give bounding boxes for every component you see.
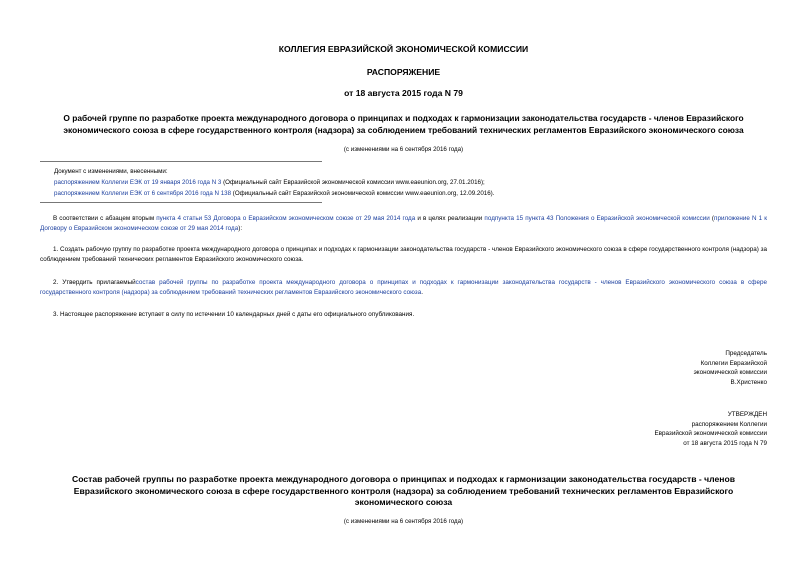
preamble-paragraph xyxy=(40,214,767,233)
amendment-note-2: (с изменениями на 6 сентября 2016 года) xyxy=(343,518,464,525)
signature-block xyxy=(694,349,767,387)
doc-type: РАСПОРЯЖЕНИЕ xyxy=(366,67,441,77)
preamble-text-2: и в целях реализации xyxy=(415,215,485,222)
signature-line-2: Коллегии Евразийской xyxy=(700,359,767,367)
changes-block xyxy=(54,166,754,199)
paragraph-2-link[interactable]: состав рабочей группы по разработке проекта международного договора о принципах и подходах к гармонизации законодательства государств - членов Евразийского экономического союза в сфере государственного контроля (надзора) за соблюдением требований технических регламентов Евразийского экономического союза xyxy=(40,279,767,296)
changes-intro: Документ с изменениями, внесенными: xyxy=(54,168,168,175)
paragraph-2-end: . xyxy=(421,288,423,296)
divider-top xyxy=(40,161,322,162)
change-text-1: (Официальный сайт Евразийской экономической комиссии www.eaeunion.org, 27.01.2016); xyxy=(221,179,485,186)
signature-line-3: экономической комиссии xyxy=(693,369,767,377)
approval-line-3: Евразийской экономической комиссии xyxy=(654,430,767,438)
preamble-text-4: ): xyxy=(238,224,243,232)
preamble-link-3[interactable]: приложение N 1 к Договору о Евразийском экономическом союзе от 29 мая 2014 года xyxy=(40,215,767,232)
changes-item-2 xyxy=(54,188,754,199)
composition-title: Состав рабочей группы по разработке проекта международного договора о принципах и подходах к гармонизации законодательства государств - членов Евразийского экономического союза в сфере государственного контроля (надзора) за соблюдением требований технических регламентов Евразийского экономического союза xyxy=(72,474,735,507)
preamble-link-2[interactable]: подпункта 15 пункта 43 Положения о Евразийской экономической комиссии xyxy=(484,215,710,222)
doc-subject: О рабочей группе по разработке проекта международного договора о принципах и подходах к гармонизации законодательства государств - членов Евразийского экономического союза в сфере государственного контроля (надзора) за соблюдением требований технических регламентов Евразийского экономического союза xyxy=(63,113,744,135)
change-link-2[interactable]: распоряжением Коллегии ЕЭК от 6 сентября 2016 года N 138 xyxy=(54,190,232,197)
paragraph-2 xyxy=(40,278,767,297)
preamble-text-3: ( xyxy=(709,215,715,222)
doc-date: от 18 августа 2015 года N 79 xyxy=(344,88,463,98)
changes-item-1 xyxy=(54,177,754,188)
signature-name: В.Христенко xyxy=(730,378,767,386)
approval-line-2: распоряжением Коллегии xyxy=(691,420,767,428)
paragraph-3: 3. Настоящее распоряжение вступает в силу по истечении 10 календарных дней с даты его официального опубликования. xyxy=(53,311,415,318)
org-title: КОЛЛЕГИЯ ЕВРАЗИЙСКОЙ ЭКОНОМИЧЕСКОЙ КОМИССИИ xyxy=(278,44,529,54)
preamble-link-1[interactable]: пункта 4 статьи 53 Договора о Евразийском экономическом союзе от 29 мая 2014 года xyxy=(156,215,416,222)
amendment-note: (с изменениями на 6 сентября 2016 года) xyxy=(343,146,464,153)
approval-line-1: УТВЕРЖДЕН xyxy=(727,411,767,418)
change-text-2: (Официальный сайт Евразийской экономической комиссии www.eaeunion.org, 12.09.2016). xyxy=(231,190,495,197)
paragraph-2-text: 2. Утвердить прилагаемый xyxy=(53,279,136,286)
approval-line-4: от 18 августа 2015 года N 79 xyxy=(683,439,767,447)
change-link-1[interactable]: распоряжением Коллегии ЕЭК от 19 января 2016 года N 3 xyxy=(54,179,222,186)
signature-line-1: Председатель xyxy=(725,350,767,357)
preamble-text-1: В соответствии с абзацем вторым xyxy=(53,215,157,222)
paragraph-1: 1. Создать рабочую группу по разработке проекта международного договора о принципах и подходах к гармонизации законодательства государств - членов Евразийского экономического союза в сфере государственного контроля (надзора) за соблюдением требований технических регламентов Евразийского экономического союза. xyxy=(40,246,767,263)
approval-block xyxy=(654,410,767,448)
divider-bottom xyxy=(40,202,322,203)
